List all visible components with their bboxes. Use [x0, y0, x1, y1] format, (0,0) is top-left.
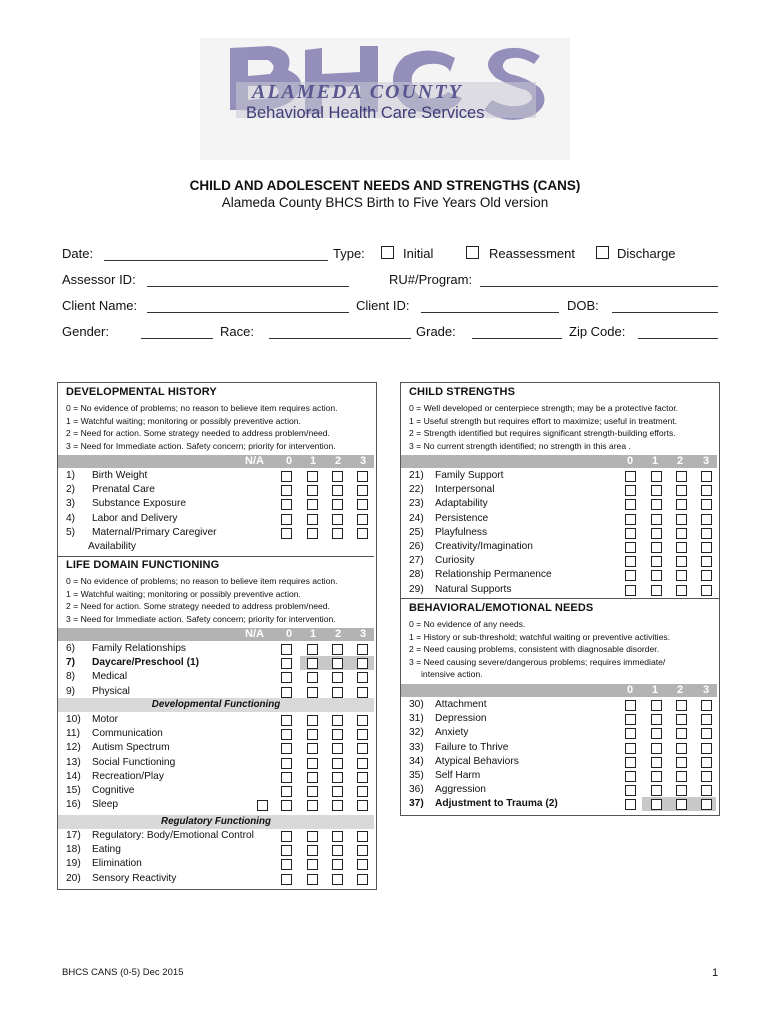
item-number: 18) — [66, 844, 81, 856]
rating-checkbox[interactable] — [701, 743, 712, 754]
item-label: Adaptability — [435, 498, 488, 510]
item-number: 23) — [409, 498, 424, 510]
rating-checkbox[interactable] — [701, 570, 712, 581]
item-number: 9) — [66, 685, 76, 697]
item-label: Sleep — [92, 799, 119, 811]
item-label: Anxiety — [435, 727, 469, 739]
rating-checkbox[interactable] — [651, 485, 662, 496]
rating-checkbox[interactable] — [676, 743, 687, 754]
client-name-field[interactable] — [147, 312, 349, 313]
rating-checkbox[interactable] — [676, 528, 687, 539]
item-number: 15) — [66, 785, 81, 796]
rating-checkbox[interactable] — [625, 771, 636, 782]
item-label: Sensory Reactivity — [92, 872, 177, 884]
client-id-field[interactable] — [421, 312, 559, 313]
rating-checkbox[interactable] — [332, 800, 343, 811]
rating-checkbox[interactable] — [357, 800, 368, 811]
rating-checkbox[interactable] — [651, 471, 662, 482]
date-label: Date: — [62, 246, 94, 261]
rating-checkbox[interactable] — [332, 845, 343, 856]
rating-checkbox[interactable] — [357, 687, 368, 698]
item-label: Family Relationships — [92, 643, 186, 654]
rating-checkbox[interactable] — [701, 556, 712, 567]
rating-checkbox[interactable] — [332, 859, 343, 870]
rating-checkbox[interactable] — [281, 514, 292, 525]
item-number: 14) — [66, 770, 81, 782]
rating-checkbox[interactable] — [307, 874, 318, 885]
rating-checkbox[interactable] — [701, 700, 712, 711]
rating-checkbox[interactable] — [307, 758, 318, 769]
item-label: Elimination — [92, 858, 142, 870]
type-reassessment-label: Reassessment — [489, 246, 575, 261]
rating-checkbox[interactable] — [357, 831, 368, 842]
rating-checkbox[interactable] — [281, 874, 292, 885]
logo-line1: ALAMEDA COUNTY — [252, 81, 463, 103]
rating-checkbox[interactable] — [357, 528, 368, 539]
rating-checkbox[interactable] — [307, 672, 318, 683]
rating-checkbox[interactable] — [307, 715, 318, 726]
rating-checkbox[interactable] — [281, 471, 292, 482]
item-label: Prenatal Care — [92, 484, 155, 496]
item-label: Recreation/Play — [92, 770, 164, 782]
ru-program-field[interactable] — [480, 286, 718, 287]
rating-checkbox[interactable] — [281, 772, 292, 783]
rating-checkbox[interactable] — [357, 786, 368, 797]
item-number: 36) — [409, 784, 424, 796]
item-number: 5) — [66, 526, 76, 538]
rating-checkbox[interactable] — [676, 570, 687, 581]
item-label: Autism Spectrum — [92, 742, 170, 754]
client-id-label: Client ID: — [356, 298, 410, 313]
rating-checkbox[interactable] — [307, 644, 318, 655]
rating-checkbox[interactable] — [651, 556, 662, 567]
rating-checkbox[interactable] — [651, 728, 662, 739]
rating-checkbox[interactable] — [676, 771, 687, 782]
rating-checkbox[interactable] — [676, 499, 687, 510]
behavioral-title: BEHAVIORAL/EMOTIONAL NEEDS — [409, 602, 594, 614]
item-number: 37) — [409, 798, 424, 810]
rating-checkbox[interactable] — [332, 658, 343, 669]
item-label: Natural Supports — [435, 583, 512, 595]
item-number: 31) — [409, 713, 424, 725]
item-number: 16) — [66, 799, 81, 811]
strengths-title: CHILD STRENGTHS — [409, 386, 515, 398]
item-number: 3) — [66, 498, 76, 510]
rating-checkbox[interactable] — [281, 859, 292, 870]
rating-checkbox[interactable] — [651, 799, 662, 810]
dob-field[interactable] — [612, 312, 718, 313]
rating-checkbox[interactable] — [332, 687, 343, 698]
rating-checkbox[interactable] — [307, 831, 318, 842]
rating-checkbox[interactable] — [625, 799, 636, 810]
rating-checkbox[interactable] — [307, 845, 318, 856]
rating-checkbox[interactable] — [281, 800, 292, 811]
rating-checkbox[interactable] — [357, 658, 368, 669]
rating-checkbox[interactable] — [701, 499, 712, 510]
rating-checkbox[interactable] — [676, 471, 687, 482]
rating-checkbox[interactable] — [676, 799, 687, 810]
rating-checkbox[interactable] — [651, 570, 662, 581]
rating-checkbox[interactable] — [676, 785, 687, 796]
rating-checkbox[interactable] — [332, 471, 343, 482]
dev-history-title: DEVELOPMENTAL HISTORY — [66, 386, 217, 398]
rating-checkbox[interactable] — [307, 859, 318, 870]
item-number: 8) — [66, 671, 76, 683]
item-number: 12) — [66, 742, 81, 754]
zip-label: Zip Code: — [569, 324, 626, 339]
rating-checkbox[interactable] — [307, 687, 318, 698]
rating-checkbox[interactable] — [701, 485, 712, 496]
item-number: 22) — [409, 484, 424, 496]
item-label: Eating — [92, 844, 121, 856]
rating-checkbox[interactable] — [676, 714, 687, 725]
item-number: 32) — [409, 727, 424, 739]
rating-checkbox[interactable] — [651, 757, 662, 768]
rating-checkbox[interactable] — [357, 485, 368, 496]
rating-checkbox[interactable] — [651, 514, 662, 525]
ru-program-label: RU#/Program: — [389, 272, 473, 287]
rating-checkbox[interactable] — [625, 700, 636, 711]
item-label: Regulatory: Body/Emotional Control — [92, 830, 254, 841]
grade-field[interactable] — [472, 338, 562, 339]
dob-label: DOB: — [567, 298, 599, 313]
rating-checkbox[interactable] — [332, 485, 343, 496]
rating-checkbox[interactable] — [701, 785, 712, 796]
item-label: Curiosity — [435, 555, 475, 567]
rating-checkbox[interactable] — [701, 528, 712, 539]
rating-checkbox[interactable] — [357, 729, 368, 740]
rating-checkbox[interactable] — [332, 528, 343, 539]
rating-checkbox[interactable] — [307, 786, 318, 797]
item-label: Maternal/Primary Caregiver — [92, 526, 217, 538]
rating-checkbox[interactable] — [281, 499, 292, 510]
life-domain-scale-header: N/A 0 1 2 3 — [58, 628, 374, 641]
item-label: Attachment — [435, 699, 487, 710]
rating-checkbox[interactable] — [332, 772, 343, 783]
rating-checkbox[interactable] — [651, 743, 662, 754]
rating-checkbox[interactable] — [281, 758, 292, 769]
rating-checkbox[interactable] — [625, 514, 636, 525]
rating-checkbox[interactable] — [357, 845, 368, 856]
rating-checkbox[interactable] — [625, 743, 636, 754]
rating-checkbox[interactable] — [332, 874, 343, 885]
rating-checkbox[interactable] — [625, 542, 636, 553]
rating-checkbox[interactable] — [701, 714, 712, 725]
item-label: Daycare/Preschool (1) — [92, 657, 200, 669]
rating-checkbox[interactable] — [651, 499, 662, 510]
item-label: Persistence — [435, 512, 489, 524]
rating-checkbox[interactable] — [307, 528, 318, 539]
strengths-legend: 0 = Well developed or centerpiece strength; may be a protective factor. 1 = Useful strength but requires effort to maximize; useful in treatment. 2 = Strength identified but requires significant strength-building efforts. 3 = No current strength identified; no strength in this area . — [409, 403, 679, 451]
rating-checkbox[interactable] — [676, 728, 687, 739]
zip-field[interactable] — [638, 338, 718, 339]
rating-checkbox[interactable] — [281, 831, 292, 842]
rating-checkbox[interactable] — [676, 485, 687, 496]
rating-checkbox[interactable] — [281, 786, 292, 797]
type-label: Type: — [333, 246, 365, 261]
rating-checkbox[interactable] — [281, 729, 292, 740]
rating-checkbox[interactable] — [357, 514, 368, 525]
item-label: Social Functioning — [92, 756, 176, 768]
rating-checkbox[interactable] — [625, 499, 636, 510]
form-title: CHILD AND ADOLESCENT NEEDS AND STRENGTHS (CANS) — [189, 178, 581, 193]
item-number: 28) — [409, 569, 424, 581]
form-subtitle: Alameda County BHCS Birth to Five Years Old version — [221, 195, 549, 210]
rating-checkbox[interactable] — [357, 874, 368, 885]
rating-checkbox[interactable] — [357, 672, 368, 683]
rating-checkbox[interactable] — [625, 785, 636, 796]
rating-checkbox[interactable] — [651, 528, 662, 539]
rating-checkbox[interactable] — [701, 799, 712, 810]
item-label: Depression — [435, 713, 487, 725]
rating-checkbox[interactable] — [281, 743, 292, 754]
rating-checkbox[interactable] — [332, 499, 343, 510]
rating-checkbox[interactable] — [676, 514, 687, 525]
item-number: 17) — [66, 830, 81, 841]
rating-checkbox[interactable] — [332, 729, 343, 740]
type-discharge-checkbox[interactable] — [596, 246, 609, 259]
dev-history-legend: 0 = No evidence of problems; no reason to believe item requires action. 1 = Watchful waiting; monitoring or possibly preventive action. 2 = Need for action. Some strategy needed to address problem/need. 3 = Need for Immediate action. Safety concern; priority for intervention. — [66, 403, 338, 451]
item-number: 11) — [66, 728, 80, 740]
item-number: 34) — [409, 755, 424, 767]
bhcs-logo — [200, 38, 570, 160]
rating-checkbox[interactable] — [307, 743, 318, 754]
rating-checkbox[interactable] — [332, 743, 343, 754]
item-label: Adjustment to Trauma (2) — [435, 798, 558, 810]
item-number: 33) — [409, 741, 424, 753]
item-number: 20) — [66, 872, 81, 884]
rating-checkbox[interactable] — [332, 758, 343, 769]
item-label: Medical — [92, 671, 128, 683]
rating-checkbox[interactable] — [676, 757, 687, 768]
rating-checkbox[interactable] — [281, 658, 292, 669]
rating-checkbox[interactable] — [357, 772, 368, 783]
rating-checkbox[interactable] — [281, 644, 292, 655]
rating-checkbox[interactable] — [701, 728, 712, 739]
race-field[interactable] — [269, 338, 411, 339]
item-number: 24) — [409, 512, 424, 524]
item-label: Family Support — [435, 470, 504, 481]
footer-version: BHCS CANS (0-5) Dec 2015 — [62, 967, 184, 978]
rating-checkbox[interactable] — [307, 772, 318, 783]
rating-checkbox[interactable] — [625, 757, 636, 768]
rating-checkbox[interactable] — [357, 859, 368, 870]
rating-checkbox[interactable] — [332, 715, 343, 726]
rating-checkbox[interactable] — [281, 528, 292, 539]
rating-checkbox[interactable] — [701, 585, 712, 596]
rating-checkbox[interactable] — [332, 672, 343, 683]
type-reassessment-checkbox[interactable] — [466, 246, 479, 259]
gender-label: Gender: — [62, 324, 109, 339]
item-number: 35) — [409, 770, 424, 781]
rating-checkbox[interactable] — [651, 714, 662, 725]
rating-checkbox[interactable] — [281, 687, 292, 698]
item-label: Birth Weight — [92, 470, 148, 481]
item-number: 13) — [66, 756, 81, 768]
logo-line2: Behavioral Health Care Services — [246, 104, 485, 122]
rating-checkbox[interactable] — [625, 471, 636, 482]
grade-label: Grade: — [416, 324, 456, 339]
rating-checkbox[interactable] — [357, 715, 368, 726]
item-number: 27) — [409, 555, 424, 567]
rating-checkbox[interactable] — [625, 528, 636, 539]
dev-history-scale-header: N/A 0 1 2 3 — [58, 455, 374, 468]
rating-checkbox[interactable] — [357, 499, 368, 510]
dev-functioning-subheader: Developmental Functioning — [58, 698, 374, 712]
item-number: 10) — [66, 714, 81, 725]
item-number: 7) — [66, 657, 76, 669]
item-label: Cognitive — [92, 785, 135, 796]
rating-checkbox[interactable] — [676, 585, 687, 596]
item-label: Self Harm — [435, 770, 481, 781]
rating-checkbox[interactable] — [307, 499, 318, 510]
rating-checkbox[interactable] — [307, 658, 318, 669]
item-label: Failure to Thrive — [435, 741, 509, 753]
item-number: 29) — [409, 583, 424, 595]
rating-checkbox[interactable] — [281, 715, 292, 726]
assessor-id-field[interactable] — [147, 286, 349, 287]
rating-checkbox[interactable] — [701, 771, 712, 782]
rating-checkbox[interactable] — [625, 570, 636, 581]
date-field[interactable] — [104, 260, 328, 261]
rating-checkbox[interactable] — [651, 585, 662, 596]
type-initial-checkbox[interactable] — [381, 246, 394, 259]
item-label: Labor and Delivery — [92, 512, 178, 524]
rating-checkbox[interactable] — [651, 771, 662, 782]
gender-field[interactable] — [141, 338, 213, 339]
item-number: 30) — [409, 699, 424, 710]
item-label: Interpersonal — [435, 484, 495, 496]
item-label: Aggression — [435, 784, 486, 796]
item-label: Atypical Behaviors — [435, 755, 519, 767]
rating-checkbox[interactable] — [625, 728, 636, 739]
rating-checkbox[interactable] — [332, 786, 343, 797]
item-label: Creativity/Imagination — [435, 541, 533, 552]
item-label: Relationship Permanence — [435, 569, 552, 581]
client-name-label: Client Name: — [62, 298, 138, 313]
race-label: Race: — [220, 324, 254, 339]
rating-checkbox[interactable] — [357, 471, 368, 482]
rating-checkbox[interactable] — [651, 542, 662, 553]
item-label: Playfulness — [435, 526, 488, 538]
behavioral-scale-header: 0 1 2 3 — [401, 684, 717, 697]
rating-checkbox[interactable] — [281, 845, 292, 856]
rating-checkbox[interactable] — [357, 758, 368, 769]
item-number: 2) — [66, 484, 76, 496]
rating-checkbox[interactable] — [701, 542, 712, 553]
item-number: 4) — [66, 512, 76, 524]
item-number: 26) — [409, 541, 424, 552]
rating-checkbox[interactable] — [332, 831, 343, 842]
type-initial-label: Initial — [403, 246, 434, 261]
rating-checkbox[interactable] — [651, 785, 662, 796]
rating-checkbox[interactable] — [307, 485, 318, 496]
rating-checkbox[interactable] — [676, 542, 687, 553]
rating-checkbox[interactable] — [281, 672, 292, 683]
rating-checkbox[interactable] — [307, 514, 318, 525]
rating-checkbox[interactable] — [357, 644, 368, 655]
rating-checkbox[interactable] — [257, 800, 268, 811]
item-number: 21) — [409, 470, 424, 481]
item-label: Substance Exposure — [92, 498, 187, 510]
rating-checkbox[interactable] — [281, 485, 292, 496]
item-number: 1) — [66, 470, 76, 481]
page-number: 1 — [712, 967, 719, 979]
rating-checkbox[interactable] — [701, 471, 712, 482]
rating-checkbox[interactable] — [307, 800, 318, 811]
rating-checkbox[interactable] — [625, 585, 636, 596]
rating-checkbox[interactable] — [332, 514, 343, 525]
rating-checkbox[interactable] — [625, 556, 636, 567]
item-label: Communication — [92, 728, 163, 740]
strengths-scale-header: 0 1 2 3 — [401, 455, 717, 468]
item-number: 6) — [66, 643, 76, 654]
reg-functioning-subheader: Regulatory Functioning — [58, 815, 374, 829]
rating-checkbox[interactable] — [625, 485, 636, 496]
item-number: 19) — [66, 858, 81, 870]
type-discharge-label: Discharge — [617, 246, 676, 261]
rating-checkbox[interactable] — [701, 757, 712, 768]
life-domain-legend: 0 = No evidence of problems; no reason to believe item requires action. 1 = Watchful waiting; monitoring or possibly preventive action. 2 = Need for action. Some strategy needed to address problem/need. 3 = Need for Immediate action. Safety concern; priority for intervention. — [66, 576, 338, 624]
rating-checkbox[interactable] — [651, 700, 662, 711]
item-label: Motor — [92, 714, 119, 725]
rating-checkbox[interactable] — [307, 729, 318, 740]
rating-checkbox[interactable] — [676, 556, 687, 567]
item-label: Physical — [92, 685, 130, 697]
behavioral-legend: 0 = No evidence of any needs. 1 = History or sub-threshold; watchful waiting or preventive activities. 2 = Need causing problems, consistent with diagnosable disorder. 3 = Need causing severe/dangerous problems; requires immediate/ intensive action. — [409, 619, 671, 679]
rating-checkbox[interactable] — [676, 700, 687, 711]
rating-checkbox[interactable] — [625, 714, 636, 725]
rating-checkbox[interactable] — [701, 514, 712, 525]
rating-checkbox[interactable] — [332, 644, 343, 655]
assessor-id-label: Assessor ID: — [62, 272, 136, 287]
rating-checkbox[interactable] — [307, 471, 318, 482]
item-number: 25) — [409, 526, 424, 538]
rating-checkbox[interactable] — [357, 743, 368, 754]
life-domain-title: LIFE DOMAIN FUNCTIONING — [66, 559, 220, 571]
